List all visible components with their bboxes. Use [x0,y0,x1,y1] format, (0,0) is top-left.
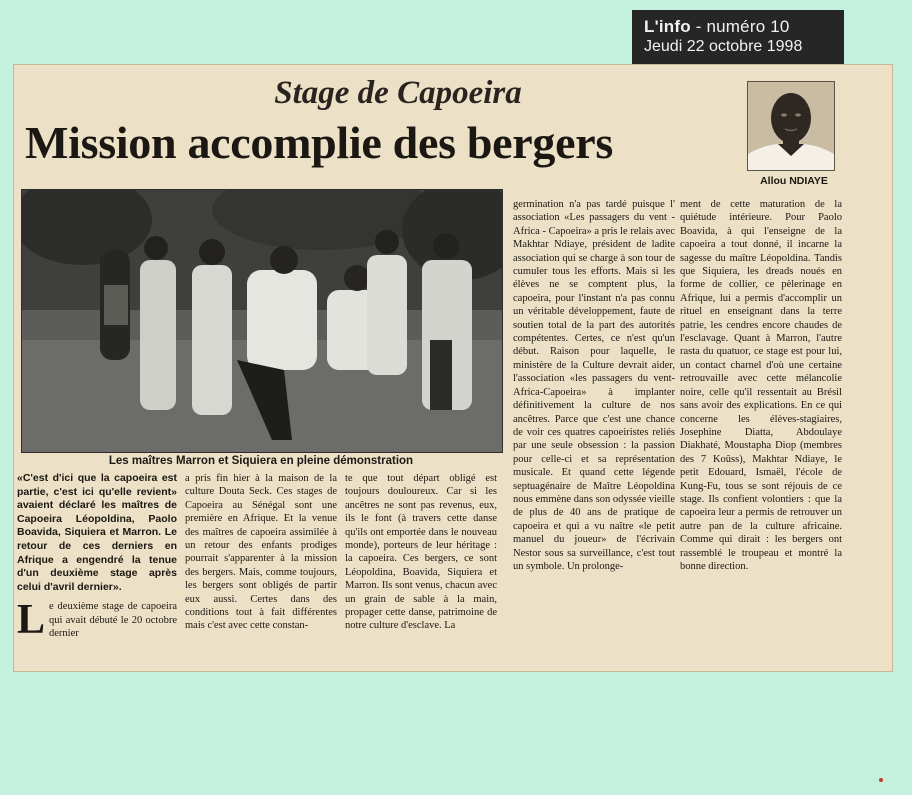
article-column-4 [513,198,675,668]
masthead-title-line [644,17,844,37]
masthead-issue-number: - numéro 10 [695,17,790,36]
article-photo [21,189,503,453]
author-portrait [747,81,835,171]
author-byline: Allou NDIAYE [760,175,828,187]
masthead-paper-name: L'info [644,17,691,36]
column-5-text: ment de cette maturation de la quiétude intérieure. Pour Paolo Boavida, à qui l'enseigne de la capoeira a tout donné, il incarne la sagesse du maître Léopoldina. Tandis que Siquiera, les dreads noués en forme de collier, ce pèlerinage en Afrique, lui a permis d'accomplir un rituel en enseignant dans la terre patrie, les cendres encore chaudes de l'esclavage. Quant à Marron, l'autre rasta du quatuor, ce stage est pour lui, un contact charnel d'où une certaine retrouvaille avec cette mélancolie noire, celle qu'il ressentait au Brésil sans avoir des explications. En ce qui concerne les élèves-stagiaires, Josephine Diatta, Abdoulaye Diakhaté, Moustapha Diop (membres des 7 Koûss), Makhtar Ndiaye, le petit Edouard, Ismaël, l'école de Kung-Fu, tous se sont réjouis de ce stage. Ils confient volontiers : que la capoeira leur a permis de retrouver un autre pan de la culture africaine. Comme qui dirait : les bergers ont rassemblé le troupeau et montré la bonne direction. [680,199,842,572]
newspaper-masthead [632,10,844,68]
drop-cap: L [17,597,46,644]
article-lead: «C'est d'ici que la capoeira est partie, c'est ici qu'elle revient» avaient déclaré les maîtres de Capoeira Léopoldina, Paolo Boavida, Siquiera et Marron. Le retour de ces derniers en Afrique a engendré la tenue d'un deuxième stage après celui d'avril dernier». [17,472,177,593]
capoeira-photo-image [22,190,502,452]
masthead-date: Jeudi 22 octobre 1998 [644,38,803,55]
column-1-text: e deuxième stage de capoeira qui avait débuté le 20 octobre dernier [49,601,177,640]
article-column-2 [185,472,337,668]
column-2-text: a pris fin hier à la maison de la culture Douta Seck. Ces stages de Capoeira au Sénégal sont une première en Afrique. Et la venue des maîtres de capoeira assimilée à un retour des enfants prodiges pourrait s'apparenter à la mission des bergers. Mais, comme toujours, les bergers sont obligés de partir eux aussi. Certes dans des conditions tout à fait différentes mais c'est avec cette constan- [185,473,337,632]
article-column-1 [17,472,177,668]
column-3-text: te que tout départ obligé est toujours douloureux. Car si les ancêtres ne sont pas revenus, eux, ils le font (à travers cette danse qu'ils ont emportée dans le nouveau monde), porteurs de leur héritage : la capoeira. Ces bergers, ce sont Léopoldina, Boavida, Siquiera et Marron. Ils sont venus, chacun avec un grain de sable à la main, propager cette danse, patrimoine de notre culture d'esclave. La [345,473,497,632]
article-column-5 [680,198,842,668]
column-4-text: germination n'a pas tardé puisque l' association «Les passagers du vent - Africa - Capoeira» a pris le relais avec Makhtar Ndiaye, président de ladite association qui se charge à son tour de cumuler tous les efforts. Mais si les élèves ne se comptent plus, la capoeira, pour l'instant n'a pas connu un véritable développement, faute de soutien total de la part des autorités compétentes. Certes, ce n'est qu'un début. Raison pour laquelle, le ministère de la Culture devrait aider, l'association «les passagers du vent-Africa-Capoeira» à implanter définitivement la culture de nos ancêtres. Parce que c'est une chance de voir ces quatres capoeiristes reliés par une seule obsession : la passion pour celle-ci et sa représentation musicale. Et quand cette légende septuagénaire de Maître Léopoldina nous emmène dans son odyssée vieille de plus de 40 ans de pratique de capoeira et qui a vu naître «le petit manuel du joueur» de l'écrivain Nestor sous sa surveillance, c'est tout un symbole. Un prolonge- [513,199,675,572]
article-headline: Mission accomplie des bergers [25,117,613,168]
photo-caption: Les maîtres Marron et Siquiera en pleine démonstration [108,455,414,467]
article-opening-paragraph [17,597,177,644]
article-kicker: Stage de Capoeira [274,75,522,111]
newspaper-clipping [13,64,893,672]
author-portrait-image [748,82,834,170]
article-column-3 [345,472,497,668]
ink-speck [879,778,883,782]
